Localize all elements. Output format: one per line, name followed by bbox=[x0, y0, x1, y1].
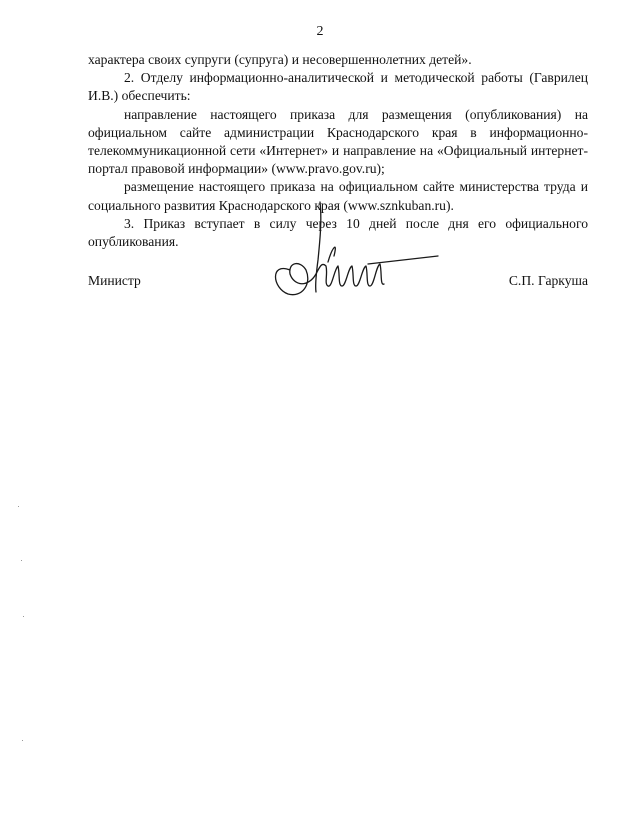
scan-artifact bbox=[18, 506, 19, 507]
page-number: 2 bbox=[316, 24, 324, 39]
scan-artifact bbox=[22, 740, 23, 741]
scan-artifact bbox=[23, 616, 24, 617]
signer-name: С.П. Гаркуша bbox=[508, 273, 588, 288]
paragraph-website-placement: размещение настоящего приказа на официальном сайте министерства труда и социального развития Краснодарского края (www.sznkuban.ru). bbox=[88, 179, 588, 213]
handwritten-signature bbox=[268, 200, 448, 310]
paragraph-item-3: 3. Приказ вступает в силу через 10 дней после дня его официального опубликования. bbox=[88, 215, 588, 250]
scan-artifact bbox=[21, 560, 22, 561]
position-title: Министр bbox=[88, 273, 141, 288]
paragraph-item-2: 2. Отделу информационно-аналитической и методической работы (Гаврилец И.В.) обеспечить: bbox=[88, 70, 588, 104]
paragraph-publication-direction: направление настоящего приказа для размещения (опубликования) на официальном сайте администрации Краснодарского края в информационно-телекоммуникационной сети «Интернет» и направление на «Официальный интернет-портал правовой информации» (www.pravo.gov.ru); bbox=[88, 106, 588, 177]
paragraph-continuation: характера своих супруги (супруга) и несовершеннолетних детей». bbox=[88, 52, 472, 67]
